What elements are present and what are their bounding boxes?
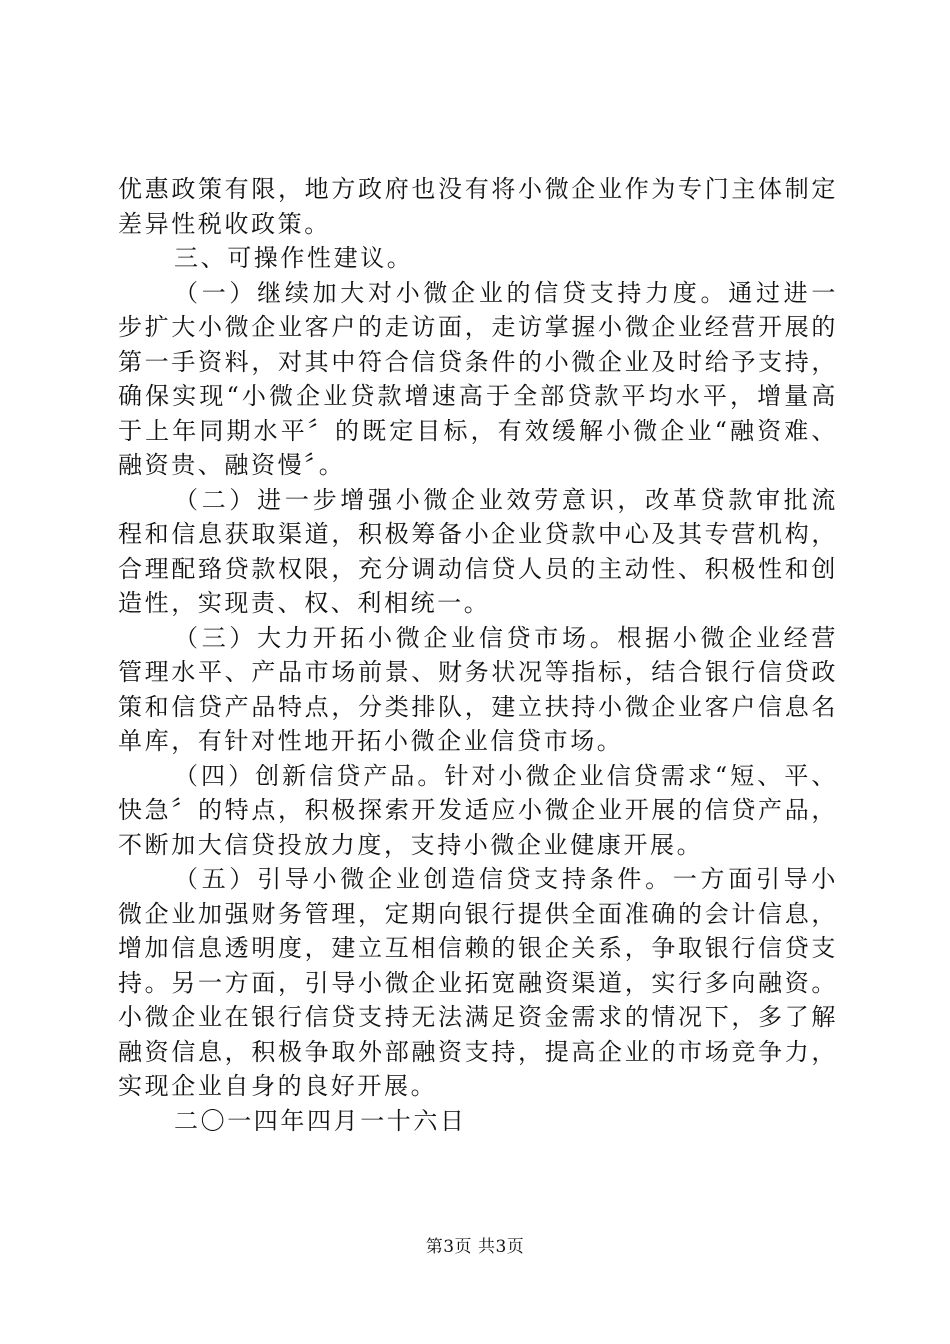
paragraph-suggestion-five: （五）引导小微企业创造信贷支持条件。一方面引导小微企业加强财务管理，定期向银行提供全面准确的会计信息，增加信息透明度，建立互相信赖的银企关系，争取银行信贷支持。另一方面，引导小微企业拓宽融资渠道，实行多向融资。小微企业在银行信贷支持无法满足资金需求的情况下，多了解融资信息，积极争取外部融资支持，提高企业的市场竞争力，实现企业自身的良好开展。	[118, 865, 838, 1100]
heading-section-three: 三、可操作性建议。	[174, 244, 414, 272]
paragraph-suggestion-two: （二）进一步增强小微企业效劳意识，改革贷款审批流程和信息获取渠道，积极筹备小企业贷款中心及其专营机构，合理配臵贷款权限，充分调动信贷人员的主动性、积极性和创造性，实现责、权、利相统一。	[118, 485, 838, 617]
paragraph-suggestion-three: （三）大力开拓小微企业信贷市场。根据小微企业经营管理水平、产品市场前景、财务状况等指标，结合银行信贷政策和信贷产品特点，分类排队，建立扶持小微企业客户信息名单库，有针对性地开拓小微企业信贷市场。	[118, 623, 838, 755]
page-footer	[0, 1236, 950, 1258]
paragraph-policy-continuation: 优惠政策有限，地方政府也没有将小微企业作为专门主体制定差异性税收政策。	[118, 175, 838, 238]
document-date: 二〇一四年四月一十六日	[174, 1106, 467, 1135]
page-number-label: 第3页 共3页	[425, 1237, 525, 1257]
paragraph-suggestion-one: （一）继续加大对小微企业的信贷支持力度。通过进一步扩大小微企业客户的走访面，走访掌握小微企业经营开展的第一手资料，对其中符合信贷条件的小微企业及时给予支持，确保实现“小微企业贷款增速高于全部贷款平均水平，增量高于上年同期水平〞的既定目标，有效缓解小微企业“融资难、融资贵、融资慢〞。	[118, 278, 838, 479]
paragraph-suggestion-four: （四）创新信贷产品。针对小微企业信贷需求“短、平、快急〞的特点，积极探索开发适应小微企业开展的信贷产品，不断加大信贷投放力度，支持小微企业健康开展。	[118, 761, 838, 859]
document-body	[118, 172, 838, 1138]
